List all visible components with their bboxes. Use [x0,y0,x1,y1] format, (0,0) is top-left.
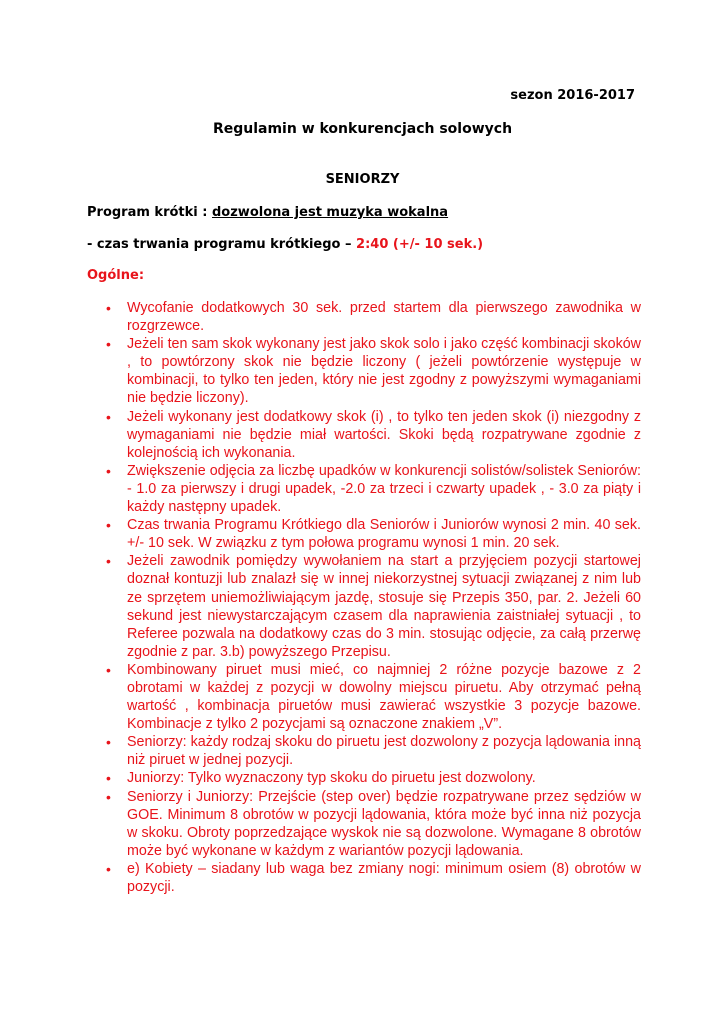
document-title: Regulamin w konkurencjach solowych [212,121,513,137]
rule-item [104,462,641,516]
rule-item [104,733,641,769]
rule-item [104,516,641,552]
bullet-icon: • [106,553,111,570]
bullet-icon: • [106,336,111,353]
bullet-icon: • [106,860,111,877]
rule-text: Wycofanie dodatkowych 30 sek. przed startem dla pierwszego zawodnika w rozgrzewce. [127,300,641,335]
bullet-icon: • [106,300,111,316]
vocal-music-note: dozwolona jest muzyka wokalna [212,205,449,220]
rule-text: Juniorzy: Tylko wyznaczony typ skoku do piruetu jest dozwolony. [127,770,536,787]
duration-line [87,237,483,252]
rule-item [104,408,641,462]
rule-text: e) Kobiety – siadany lub waga bez zmiany nogi: minimum osiem (8) obrotów w pozycji. [127,860,641,895]
rule-text: Zwiększenie odjęcia za liczbę upadków w konkurencji solistów/solistek Seniorów: - 1.0 za pierwszy i drugi upadek, -2.0 za trzeci i czwarty upadek , - 3.0 za piąty i każdy następny upadek. [127,462,641,516]
rule-item [104,552,641,661]
rule-text: Seniorzy i Juniorzy: Przejście (step over) będzie rozpatrywane przez sędziów w GOE. Minimum 8 obrotów w pozycji lądowania, która może być inna niż pozycja w skoku. Obroty poprzedzające wyskok nie są dozwolone. Wymagane 8 obrotów może być wykonane w każdym z wariantów pozycji lądowania. [127,788,641,859]
bullet-icon: • [106,788,111,805]
rule-item [104,769,641,787]
bullet-icon: • [106,408,111,425]
rules-list [104,299,641,896]
rule-item [104,788,641,860]
bullet-icon: • [106,462,111,479]
category-heading: SENIORZY [325,172,400,187]
short-program-label: Program krótki : [87,205,212,220]
rule-text: Seniorzy: każdy rodzaj skoku do piruetu jest dozwolony z pozycja lądowania inną niż piruet w jednej pozycji. [127,734,641,769]
bullet-icon: • [106,661,111,678]
rule-text: Jeżeli zawodnik pomiędzy wywołaniem na start a przyjęciem pozycji startowej doznał kontuzji lub znalazł się w innej niekorzystnej sytuacji związanej z nim lub ze sprzętem uniemożliwiającym jazdę, stosuje się Przepis 350, par. 2. Jeżeli 60 sekund jest niewystarczającym czasem dla naprawienia zaistniałej sytuacji , to Referee pozwala na dodatkowy czas do 3 min. stosując odjęcie, za całą przerwę zgodnie z par. 3.b) powyższego Przepisu. [127,553,641,660]
duration-label: - czas trwania programu krótkiego – [87,237,357,252]
duration-value: 2:40 (+/- 10 sek.) [356,237,484,252]
rule-text: Jeżeli ten sam skok wykonany jest jako skok solo i jako część kombinacji skoków , to powtórzony skok nie będzie liczony ( jeżeli powtórzenie występuje w kombinacji, to tylko ten jeden, który nie jest zgodny z powyższymi wymaganiami nie będzie liczony). [127,336,641,407]
rule-item [104,335,641,407]
rule-text: Czas trwania Programu Krótkiego dla Seniorów i Juniorów wynosi 2 min. 40 sek. +/- 10 sek. W związku z tym połowa programu wynosi 1 min. 20 sek. [127,517,641,552]
rule-item [104,299,641,335]
season-label: sezon 2016-2017 [510,88,635,103]
rule-text: Jeżeli wykonany jest dodatkowy skok (i) , to tylko ten jeden skok (i) niezgodny z wymaganiami nie będzie miał wartości. Skoki będą rozpatrywane zgodnie z kolejnością ich wykonania. [127,408,641,461]
rule-item [104,661,641,733]
general-heading: Ogólne: [87,268,145,283]
bullet-icon: • [106,770,111,787]
bullet-icon: • [106,517,111,534]
rule-text: Kombinowany piruet musi mieć, co najmniej 2 różne pozycje bazowe z 2 obrotami w każdej z pozycji w dowolny miejscu piruetu. Aby otrzymać pełną wartość , kombinacja piruetów musi zawierać wszystkie 3 pozycje bazowe. Kombinacje z tylko 2 pozycjami są oznaczone znakiem „V”. [127,661,641,733]
bullet-icon: • [106,734,111,751]
rule-item [104,860,641,896]
short-program-line [87,205,448,220]
